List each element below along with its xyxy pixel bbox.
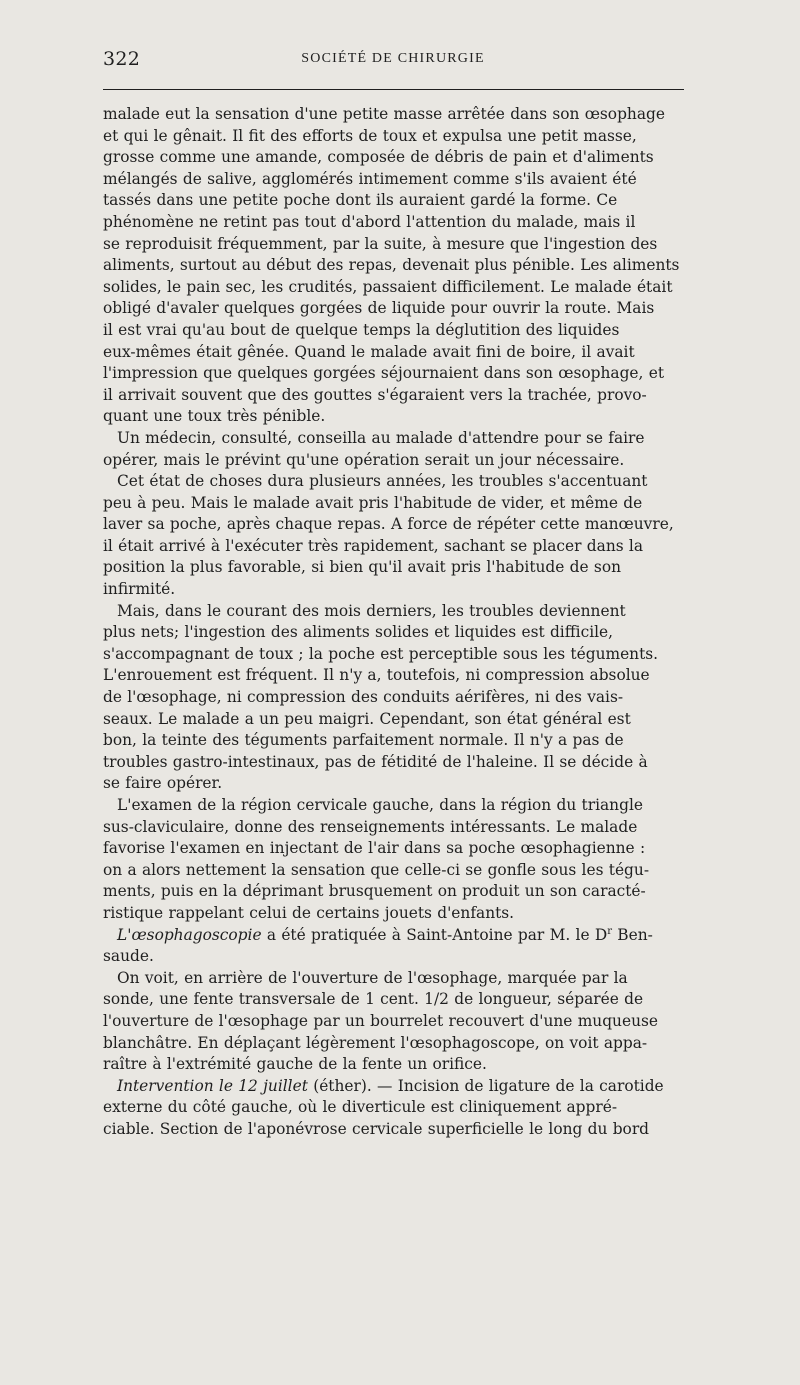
superscript: r: [607, 925, 612, 937]
paragraph-consultation: [103, 428, 685, 471]
text-line: ristique rappelant celui de certains jouets d'enfants.: [103, 903, 515, 922]
text-line: On voit, en arrière de l'ouverture de l'œsophage, marquée par la: [117, 968, 628, 987]
text-line: mélangés de salive, agglomérés intimement comme s'ils avaient été: [103, 169, 637, 188]
text-fragment: (éther). — Incision de ligature de la carotide: [313, 1076, 664, 1095]
text-line: position la plus favorable, si bien qu'il avait pris l'habitude de son: [103, 558, 622, 577]
text-line: Un médecin, consulté, conseilla au malade d'attendre pour se faire: [117, 428, 645, 447]
text-line: obligé d'avaler quelques gorgées de liquide pour ouvrir la route. Mais: [103, 299, 655, 318]
text-line: il est vrai qu'au bout de quelque temps la déglutition des liquides: [103, 320, 620, 339]
text-line: peu à peu. Mais le malade avait pris l'habitude de vider, et même de: [103, 493, 643, 512]
text-line: tassés dans une petite poche dont ils auraient gardé la forme. Ce: [103, 191, 618, 210]
text-line: se reproduisit fréquemment, par la suite, à mesure que l'ingestion des: [103, 234, 658, 253]
text-line: Mais, dans le courant des mois derniers, les troubles deviennent: [117, 601, 626, 620]
paragraph-intervention: [103, 1076, 685, 1141]
paragraph-examination: [103, 795, 685, 925]
text-line: solides, le pain sec, les crudités, passaient difficilement. Le malade était: [103, 277, 673, 296]
running-title: SOCIÉTÉ DE CHIRURGIE: [301, 51, 485, 66]
text-line: se faire opérer.: [103, 774, 223, 793]
text-line: phénomène ne retint pas tout d'abord l'attention du malade, mais il: [103, 212, 636, 231]
text-line: et qui le gênait. Il fit des efforts de toux et expulsa une petit masse,: [103, 126, 637, 145]
text-line: laver sa poche, après chaque repas. A force de répéter cette manœuvre,: [103, 515, 674, 534]
text-line: sus-claviculaire, donne des renseignements intéressants. Le malade: [103, 817, 638, 836]
text-line: sonde, une fente transversale de 1 cent. 1/2 de longueur, séparée de: [103, 990, 644, 1009]
paragraph-current-state: [103, 601, 685, 795]
text-line: L'examen de la région cervicale gauche, dans la région du triangle: [117, 796, 643, 814]
text-fragment: Ben-: [617, 925, 653, 944]
text-line: externe du côté gauche, où le diverticule est cliniquement appré-: [103, 1098, 618, 1117]
paragraph-findings: [103, 968, 685, 1076]
text-line: [103, 925, 685, 947]
italic-term: L'œsophagoscopie: [117, 925, 262, 944]
paragraph-progression: [103, 471, 685, 601]
body-text: [103, 104, 685, 1141]
text-line: saude.: [103, 947, 154, 966]
text-line: troubles gastro-intestinaux, pas de fétidité de l'haleine. Il se décide à: [103, 752, 648, 771]
text-line: l'impression que quelques gorgées séjournaient dans son œsophage, et: [103, 364, 665, 383]
text-line: ciable. Section de l'aponévrose cervicale superficielle le long du bord: [103, 1119, 650, 1138]
text-line: raître à l'extrémité gauche de la fente un orifice.: [103, 1055, 487, 1074]
text-line: plus nets; l'ingestion des aliments solides et liquides est difficile,: [103, 623, 614, 642]
text-line: infirmité.: [103, 580, 176, 599]
text-line: L'enrouement est fréquent. Il n'y a, toutefois, ni compression absolue: [103, 666, 650, 685]
page-header: [103, 44, 683, 74]
text-line: favorise l'examen en injectant de l'air dans sa poche œsophagienne :: [103, 839, 646, 858]
text-line: eux-mêmes était gênée. Quand le malade avait fini de boire, il avait: [103, 342, 635, 361]
text-line: ments, puis en la déprimant brusquement on produit un son caracté-: [103, 882, 646, 901]
paragraph-oesophagoscopy: [103, 925, 685, 968]
text-line: quant une toux très pénible.: [103, 407, 326, 426]
text-fragment: a été pratiquée à Saint-Antoine par M. le D: [266, 925, 608, 944]
page-number: 322: [103, 48, 141, 70]
text-line: bon, la teinte des téguments parfaitement normale. Il n'y a pas de: [103, 731, 624, 750]
text-line: l'ouverture de l'œsophage par un bourrelet recouvert d'une muqueuse: [103, 1011, 658, 1030]
text-line: [103, 1076, 685, 1098]
text-line: on a alors nettement la sensation que celle-ci se gonfle sous les tégu-: [103, 860, 650, 879]
header-rule: [103, 89, 684, 90]
text-line: Cet état de choses dura plusieurs années, les troubles s'accentuant: [117, 472, 648, 491]
text-line: il était arrivé à l'exécuter très rapidement, sachant se placer dans la: [103, 536, 644, 555]
text-line: opérer, mais le prévint qu'une opération serait un jour nécessaire.: [103, 450, 625, 469]
text-line: aliments, surtout au début des repas, devenait plus pénible. Les aliments: [103, 256, 680, 275]
text-line: grosse comme une amande, composée de débris de pain et d'aliments: [103, 148, 654, 167]
text-line: de l'œsophage, ni compression des conduits aérifères, ni des vais-: [103, 688, 624, 707]
paragraph-symptoms: [103, 104, 685, 428]
text-line: malade eut la sensation d'une petite masse arrêtée dans son œsophage: [103, 105, 665, 123]
text-line: seaux. Le malade a un peu maigri. Cependant, son état général est: [103, 709, 631, 728]
text-line: s'accompagnant de toux ; la poche est perceptible sous les téguments.: [103, 644, 659, 663]
text-line: blanchâtre. En déplaçant légèrement l'œsophagoscope, on voit appa-: [103, 1033, 648, 1052]
italic-term: Intervention le 12 juillet: [117, 1076, 308, 1095]
text-line: il arrivait souvent que des gouttes s'égaraient vers la trachée, provo-: [103, 385, 647, 404]
